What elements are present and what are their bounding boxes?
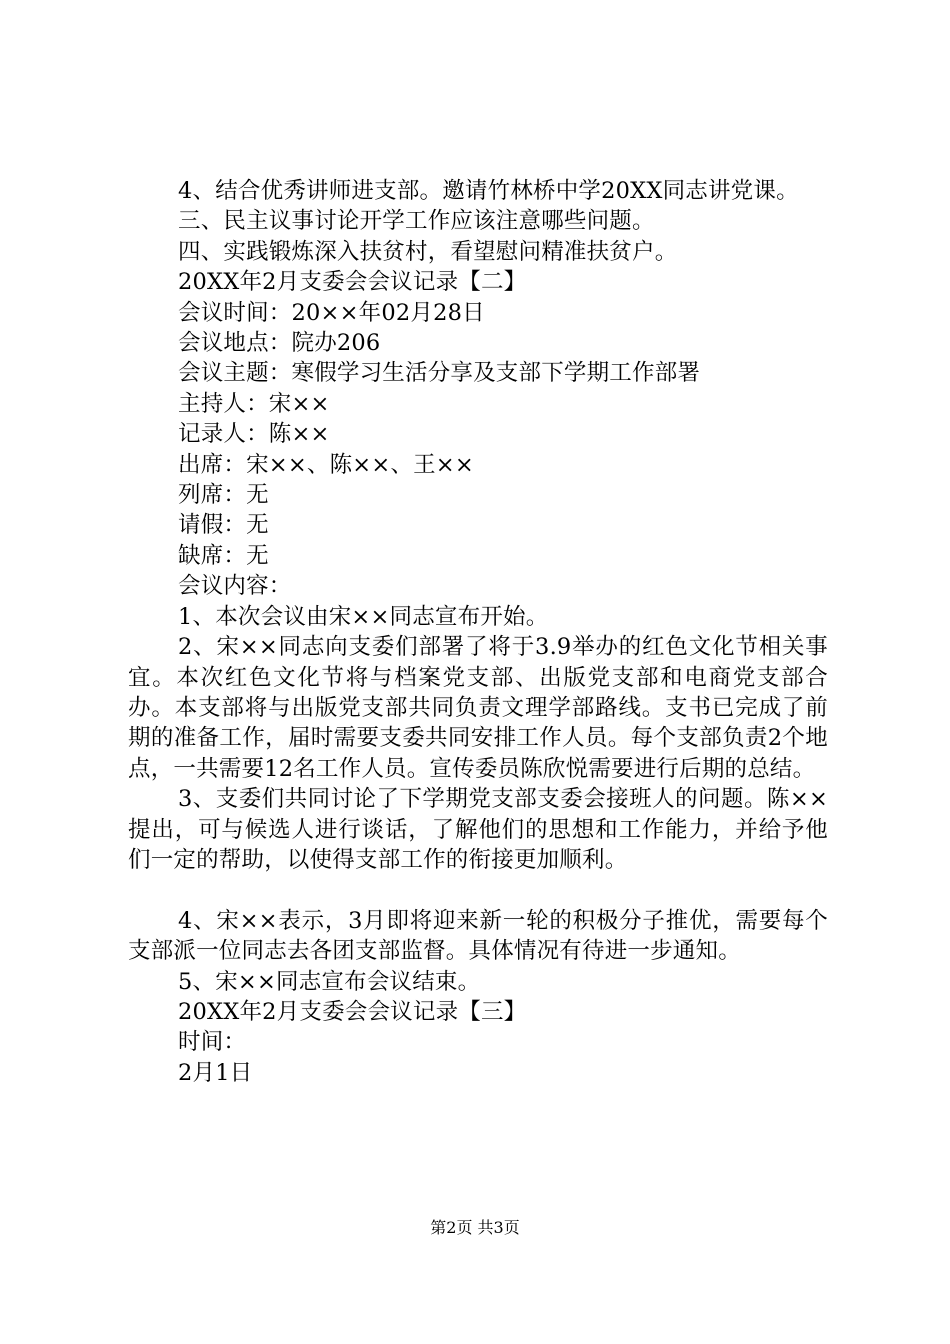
meeting-location: 会议地点：院办206 bbox=[178, 330, 381, 357]
meeting-observers: 列席：无 bbox=[178, 482, 269, 509]
meeting-time: 会议时间：20××年02月28日 bbox=[178, 299, 485, 326]
meeting-topic: 会议主题：寒假学习生活分享及支部下学期工作部署 bbox=[178, 360, 701, 387]
content-item-2: 2、宋××同志向支委们部署了将于3.9举办的红色文化节相关事宜。本次红色文化节将与档案党支部、出版党支部和电商党支部合办。本支部将与出版党支部共同负责文理学部路线。支书已完成了前期的准备工作，届时需要支委共同安排工作人员。每个支部负责2个地点，一共需要12名工作人员。宣传委员陈欣悦需要进行后期的总结。 bbox=[128, 634, 828, 782]
meeting-content-label: 会议内容： bbox=[178, 573, 292, 600]
paragraph-section-4: 四、实践锻炼深入扶贫村，看望慰问精准扶贫户。 bbox=[178, 238, 678, 265]
document-body bbox=[128, 176, 828, 1088]
meeting-host: 主持人：宋×× bbox=[178, 390, 330, 417]
content-item-3: 3、支委们共同讨论了下学期党支部支委会接班人的问题。陈××提出，可与候选人进行谈话，了解他们的思想和工作能力，并给予他们一定的帮助，以使得支部工作的衔接更加顺利。 bbox=[128, 786, 828, 873]
paragraph-gap bbox=[128, 875, 828, 905]
paragraph-item-4: 4、结合优秀讲师进支部。邀请竹林桥中学20XX同志讲党课。 bbox=[178, 178, 799, 204]
record-three-time-label: 时间： bbox=[178, 1029, 247, 1056]
page-footer: 第2页 共3页 bbox=[430, 1218, 520, 1237]
meeting-leave: 请假：无 bbox=[178, 512, 269, 539]
content-item-1: 1、本次会议由宋××同志宣布开始。 bbox=[178, 603, 549, 630]
content-item-4: 4、宋××表示，3月即将迎来新一轮的积极分子推优，需要每个支部派一位同志去各团支部监督。具体情况有待进一步通知。 bbox=[128, 907, 828, 965]
record-three-heading: 20XX年2月支委会会议记录【三】 bbox=[178, 998, 527, 1025]
record-two-heading: 20XX年2月支委会会议记录【二】 bbox=[178, 269, 527, 296]
meeting-absent: 缺席：无 bbox=[178, 542, 269, 569]
meeting-recorder: 记录人：陈×× bbox=[178, 421, 330, 448]
meeting-attendees: 出席：宋××、陈××、王×× bbox=[178, 451, 474, 478]
record-three-date: 2月1日 bbox=[178, 1059, 253, 1086]
paragraph-section-3: 三、民主议事讨论开学工作应该注意哪些问题。 bbox=[178, 208, 655, 235]
content-item-5: 5、宋××同志宣布会议结束。 bbox=[178, 968, 481, 995]
